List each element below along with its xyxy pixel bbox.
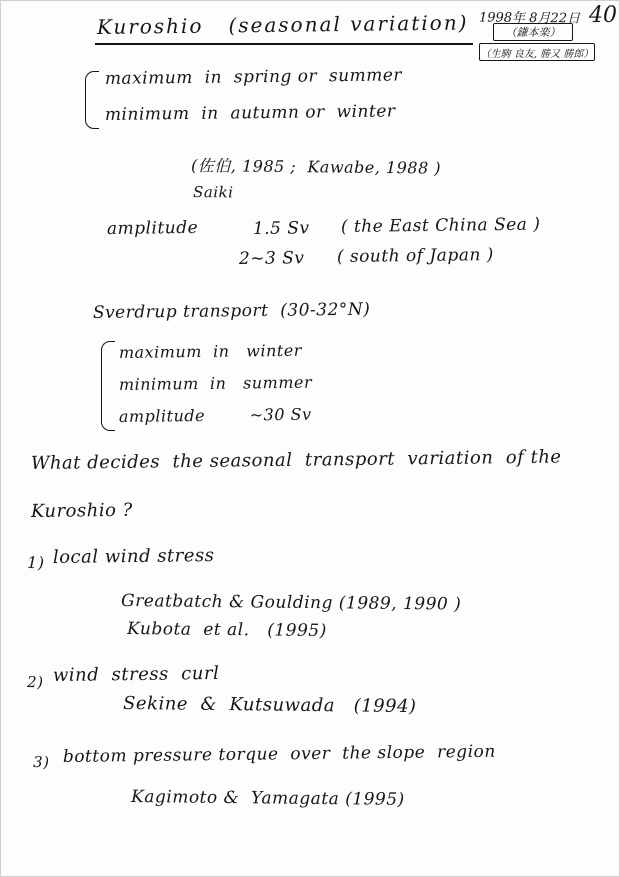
title-underline — [95, 43, 473, 45]
brace-sverdrup — [101, 341, 115, 431]
answer-2-text: wind stress curl — [52, 662, 220, 686]
line-max-spring-summer: maximum in spring or summer — [104, 65, 403, 89]
header-date: 1998年 8月22日 — [478, 10, 581, 27]
question-line-1: What decides the seasonal transport variation of the — [30, 446, 562, 474]
answer-2-ref-1: Sekine & Kutsuwada (1994) — [123, 693, 417, 718]
amplitude-value-japan: 2~3 Sv — [238, 248, 305, 269]
sverdrup-heading: Sverdrup transport (30-32°N) — [92, 299, 371, 323]
sverdrup-amplitude: amplitude ~30 Sv — [118, 404, 312, 426]
line-min-autumn-winter: minimum in autumn or winter — [104, 101, 396, 125]
header-stamp-top: （鎌本楽） — [493, 23, 573, 41]
sverdrup-min-summer: minimum in summer — [118, 372, 313, 394]
answer-1-ref-1: Greatbatch & Goulding (1989, 1990 ) — [121, 591, 462, 615]
answer-3-text: bottom pressure torque over the slope region — [62, 741, 496, 767]
answer-1-number: 1) — [27, 553, 45, 573]
page-title: Kuroshio (seasonal variation) — [96, 10, 469, 39]
amplitude-note-japan: ( south of Japan ) — [336, 245, 495, 267]
question-line-2: Kuroshio ? — [30, 499, 133, 522]
answer-3-number: 3) — [33, 753, 50, 772]
page-number: 40 — [589, 3, 617, 28]
amplitude-value-ecs: 1.5 Sv — [252, 218, 310, 239]
answer-1-text: local wind stress — [52, 545, 215, 568]
reference-saiki-kawabe: (佐伯, 1985 ; Kawabe, 1988 ) — [191, 156, 442, 178]
reference-saiki-romaji: Saiki — [193, 183, 234, 202]
header-stamp-bottom: （生駒 良友, 勝又 勝郎） — [479, 43, 595, 61]
sverdrup-max-winter: maximum in winter — [118, 340, 303, 362]
answer-2-number: 2) — [27, 673, 44, 692]
brace-seasonality — [85, 71, 99, 129]
amplitude-note-ecs: ( the East China Sea ) — [340, 214, 541, 237]
answer-3-ref-1: Kagimoto & Yamagata (1995) — [131, 787, 405, 810]
answer-1-ref-2: Kubota et al. (1995) — [127, 619, 327, 642]
amplitude-label: amplitude — [106, 217, 199, 239]
